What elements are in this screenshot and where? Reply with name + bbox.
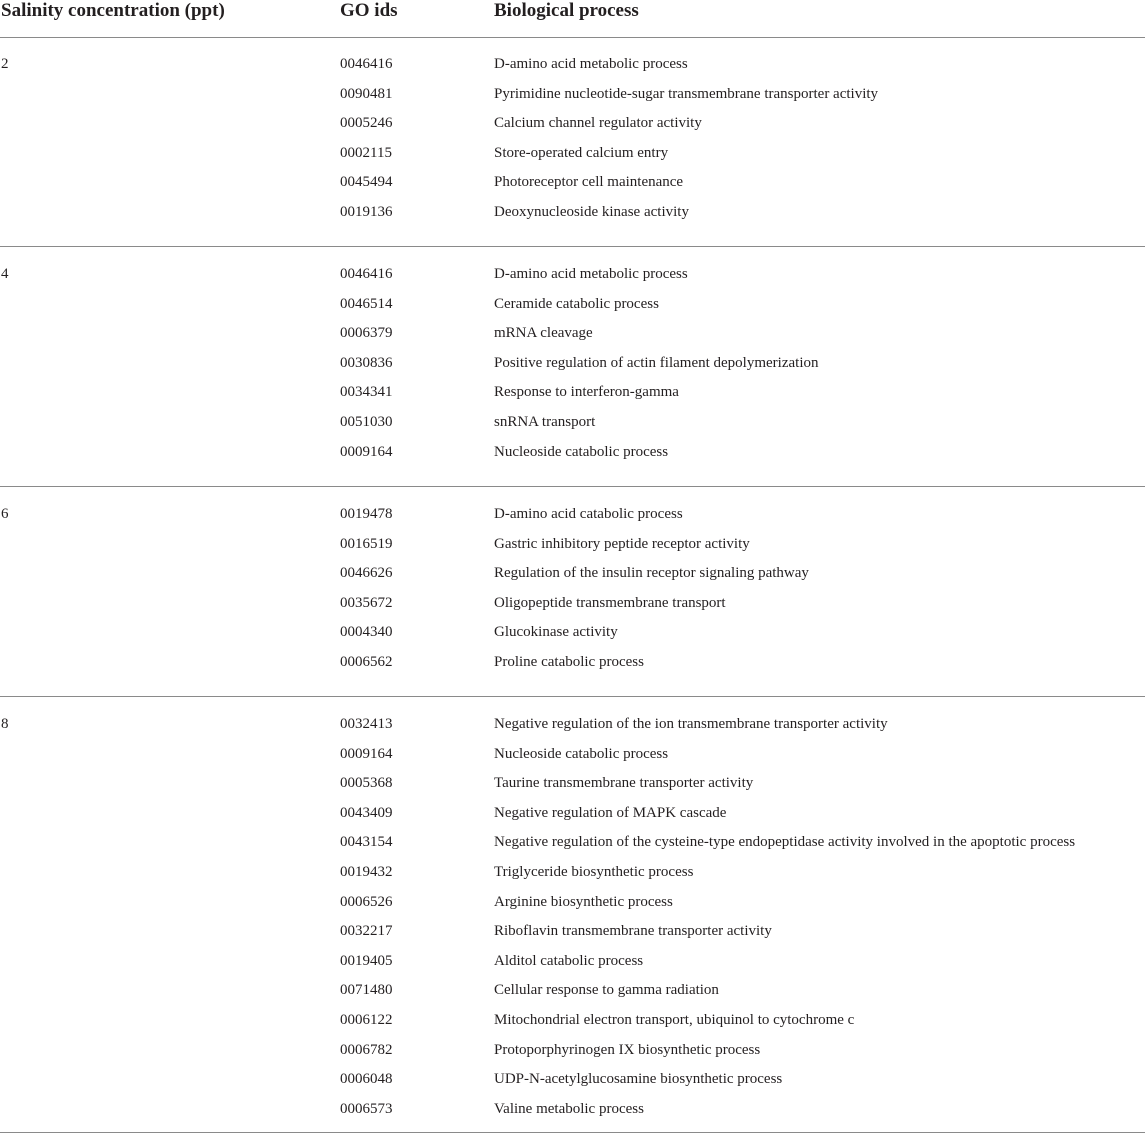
biological-process: Pyrimidine nucleotide-sugar transmembrane transporter activity	[494, 85, 879, 102]
table-row	[0, 1041, 1145, 1071]
go-id: 0030836	[340, 354, 393, 371]
go-id: 0006782	[340, 1041, 393, 1058]
biological-process: Calcium channel regulator activity	[494, 115, 702, 132]
biological-process: Protoporphyrinogen IX biosynthetic process	[494, 1041, 761, 1058]
biological-process: Glucokinase activity	[494, 624, 618, 641]
table-row	[0, 623, 1145, 653]
table-row	[0, 173, 1145, 203]
table-row	[0, 114, 1145, 144]
go-id: 0046416	[340, 56, 393, 72]
go-id: 0009164	[340, 443, 393, 460]
go-id: 0006573	[340, 1100, 393, 1117]
go-id: 0006122	[340, 1011, 393, 1028]
go-id: 0032413	[340, 716, 393, 732]
table-row	[0, 505, 1145, 535]
biological-process: Regulation of the insulin receptor signaling pathway	[494, 565, 809, 582]
go-id: 0034341	[340, 384, 393, 401]
header-divider	[0, 37, 1145, 38]
biological-process: Response to interferon-gamma	[494, 384, 679, 401]
table-row	[0, 564, 1145, 594]
go-id: 0043154	[340, 834, 393, 851]
biological-process: Nucleoside catabolic process	[494, 443, 669, 460]
table-bottom-rule	[0, 1132, 1145, 1133]
go-id: 0090481	[340, 85, 393, 102]
biological-process: snRNA transport	[494, 413, 596, 430]
table-row	[0, 922, 1145, 952]
biological-process: Oligopeptide transmembrane transport	[494, 594, 726, 611]
go-id: 0006526	[340, 893, 393, 910]
biological-process: Negative regulation of the cysteine-type endopeptidase activity involved in the apoptotic process	[494, 834, 1076, 851]
go-id: 0004340	[340, 624, 393, 641]
table-row	[0, 594, 1145, 624]
go-id: 0016519	[340, 535, 393, 552]
group-divider-3	[0, 696, 1145, 697]
biological-process: Photoreceptor cell maintenance	[494, 174, 684, 191]
table-row	[0, 203, 1145, 233]
biological-process: Negative regulation of the ion transmembrane transporter activity	[494, 716, 888, 732]
go-id: 0006379	[340, 325, 393, 342]
header-salinity: Salinity concentration (ppt)	[1, 0, 225, 21]
biological-process: Mitochondrial electron transport, ubiquinol to cytochrome c	[494, 1011, 855, 1028]
go-id: 0019478	[340, 506, 393, 522]
header-biological-process: Biological process	[494, 0, 639, 21]
biological-process: D-amino acid metabolic process	[494, 266, 688, 282]
go-id: 0002115	[340, 144, 392, 161]
table-row	[0, 383, 1145, 413]
table-row	[0, 1100, 1145, 1130]
biological-process: Negative regulation of MAPK cascade	[494, 804, 727, 821]
go-id: 0045494	[340, 174, 393, 191]
go-id: 0006562	[340, 653, 393, 670]
biological-process: Arginine biosynthetic process	[494, 893, 673, 910]
header-go-ids: GO ids	[340, 0, 398, 21]
table-header	[0, 0, 1145, 38]
go-id: 0005246	[340, 115, 393, 132]
table-row	[0, 354, 1145, 384]
table-row	[0, 863, 1145, 893]
go-id: 0005368	[340, 775, 393, 792]
salinity-value: 4	[1, 266, 9, 282]
table-row	[0, 804, 1145, 834]
biological-process: Ceramide catabolic process	[494, 295, 659, 312]
go-id: 0019405	[340, 952, 393, 969]
go-id: 0032217	[340, 923, 393, 940]
table-row	[0, 295, 1145, 325]
biological-process: mRNA cleavage	[494, 325, 593, 342]
table-row	[0, 893, 1145, 923]
table-row	[0, 833, 1145, 863]
biological-process: Store-operated calcium entry	[494, 144, 669, 161]
table-row	[0, 1011, 1145, 1041]
salinity-value: 2	[1, 56, 9, 72]
biological-process: Deoxynucleoside kinase activity	[494, 203, 689, 220]
biological-process: D-amino acid catabolic process	[494, 506, 683, 522]
biological-process: D-amino acid metabolic process	[494, 56, 688, 72]
biological-process: Gastric inhibitory peptide receptor activity	[494, 535, 750, 552]
table-row	[0, 324, 1145, 354]
table-row	[0, 443, 1145, 473]
go-id: 0009164	[340, 745, 393, 762]
go-id: 0046514	[340, 295, 393, 312]
biological-process: Alditol catabolic process	[494, 952, 644, 969]
biological-process: Positive regulation of actin filament depolymerization	[494, 354, 819, 371]
table-row	[0, 715, 1145, 745]
table-row	[0, 653, 1145, 683]
table-row	[0, 1070, 1145, 1100]
go-id: 0006048	[340, 1071, 393, 1088]
biological-process: Valine metabolic process	[494, 1100, 644, 1117]
biological-process: UDP-N-acetylglucosamine biosynthetic process	[494, 1071, 783, 1088]
table-row	[0, 745, 1145, 775]
biological-process: Taurine transmembrane transporter activity	[494, 775, 754, 792]
go-id: 0046626	[340, 565, 393, 582]
go-id: 0051030	[340, 413, 393, 430]
biological-process: Riboflavin transmembrane transporter activity	[494, 923, 772, 940]
biological-process: Cellular response to gamma radiation	[494, 982, 719, 999]
table-row	[0, 535, 1145, 565]
group-divider-2	[0, 486, 1145, 487]
table-row	[0, 952, 1145, 982]
table-row	[0, 55, 1145, 85]
table-row	[0, 413, 1145, 443]
biological-process: Proline catabolic process	[494, 653, 644, 670]
biological-process: Triglyceride biosynthetic process	[494, 863, 694, 880]
group-divider-1	[0, 246, 1145, 247]
table-row	[0, 981, 1145, 1011]
go-id: 0019136	[340, 203, 393, 220]
go-id: 0071480	[340, 982, 393, 999]
biological-process: Nucleoside catabolic process	[494, 745, 669, 762]
table-row	[0, 85, 1145, 115]
table-row	[0, 144, 1145, 174]
salinity-value: 8	[1, 716, 9, 732]
go-id: 0035672	[340, 594, 393, 611]
go-id: 0043409	[340, 804, 393, 821]
salinity-value: 6	[1, 506, 9, 522]
table-row	[0, 265, 1145, 295]
table-row	[0, 774, 1145, 804]
go-id: 0046416	[340, 266, 393, 282]
go-id: 0019432	[340, 863, 393, 880]
